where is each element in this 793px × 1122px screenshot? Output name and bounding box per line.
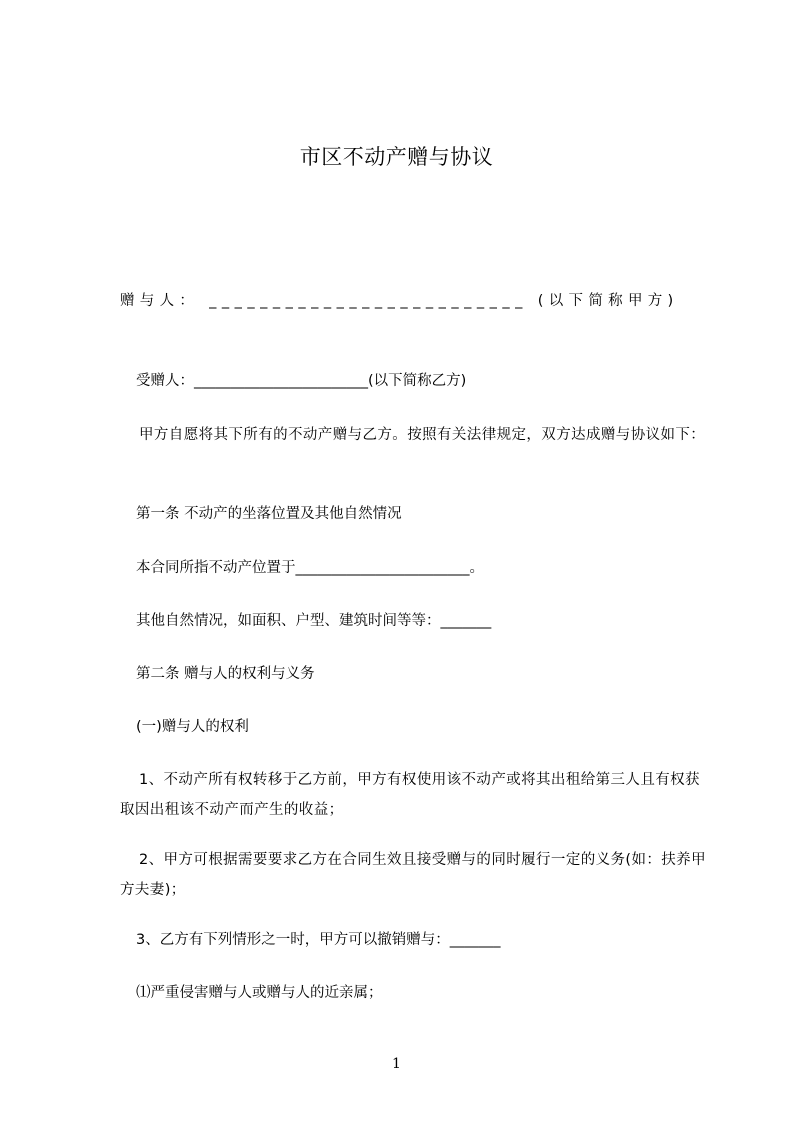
donor-suffix: (以下简称甲方) [537, 293, 679, 309]
intro-paragraph: 甲方自愿将其下所有的不动产赠与乙方。按照有关法律规定，双方达成赠与协议如下： [139, 427, 706, 443]
item-3-line: 3、乙方有下列情形之一时，甲方可以撤销赠与：_______ [136, 932, 501, 948]
other-conditions-line: 其他自然情况，如面积、户型、建筑时间等等：_______ [136, 613, 492, 629]
item-1-paragraph: 1、不动产所有权转移于乙方前，甲方有权使用该不动产或将其出租给第三人且有权获取因出租该不动产而产生的收益； [120, 772, 700, 818]
article-2-heading: 第二条 赠与人的权利与义务 [136, 666, 315, 682]
article-1-heading: 第一条 不动产的坐落位置及其他自然情况 [136, 506, 402, 522]
donor-line [120, 286, 710, 316]
document-title: 市区不动产赠与协议 [299, 145, 494, 169]
item-2-paragraph: 2、甲方可根据需要要求乙方在合同生效且接受赠与的同时履行一定的义务(如：扶养甲方夫妻)； [120, 852, 706, 898]
donor-rights-heading: (一)赠与人的权利 [136, 719, 249, 735]
donor-label: 赠与人： [120, 293, 200, 309]
donee-line: 受赠人：________________________(以下简称乙方) [136, 373, 467, 389]
sub-item-1-line: ⑴严重侵害赠与人或赠与人的近亲属； [136, 985, 383, 1001]
page-number: 1 [392, 1056, 401, 1072]
donor-blank: _________________________ [209, 293, 528, 309]
location-line: 本合同所指不动产位置于________________________。 [136, 560, 484, 576]
